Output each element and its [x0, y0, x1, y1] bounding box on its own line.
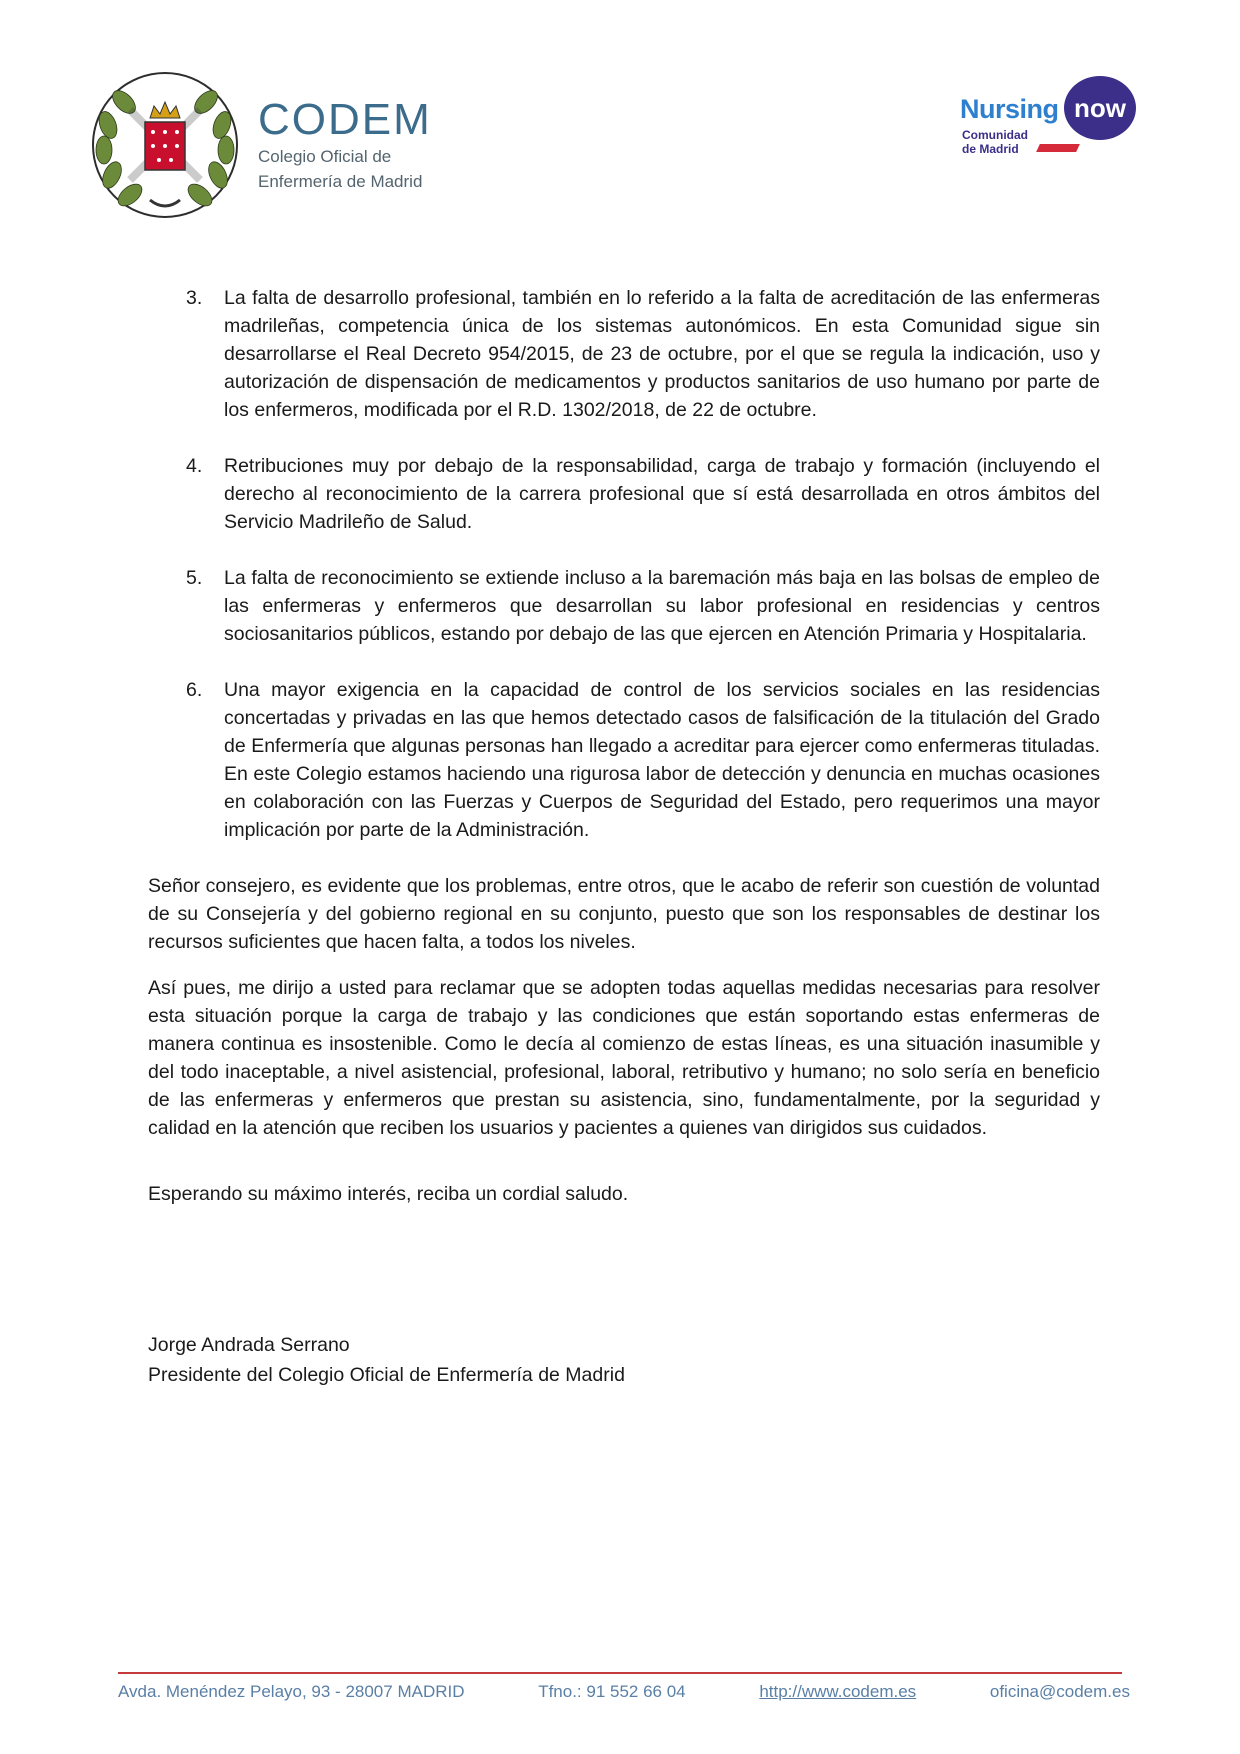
list-item	[148, 676, 1100, 844]
codem-name: CODEM	[258, 94, 432, 144]
signer-name: Jorge Andrada Serrano	[148, 1334, 350, 1356]
list-item	[148, 284, 1100, 424]
paragraph-request: Así pues, me dirijo a usted para reclamar que se adopten todas aquellas medidas necesarias para resolver esta situación porque la carga de trabajo y las condiciones que están soportando estas enfermeras de manera continua es insostenible. Como le decía al comienzo de estas líneas, es una situación inasumible y del todo inaceptable, a nivel asistencial, profesional, laboral, retributivo y humano; no solo sería en beneficio de las enfermeras y enfermeros que prestan su asistencia, sino, fundamentalmente, por la seguridad y calidad en la atención que reciben los usuarios y pacientes a quienes van dirigidos sus cuidados.	[148, 977, 1100, 1139]
nursing-now-badge: now	[1064, 76, 1136, 140]
list-item	[148, 564, 1100, 648]
letter-body	[148, 284, 1100, 1390]
madrid-flag-icon	[1036, 144, 1080, 152]
numbered-list	[148, 284, 1100, 844]
footer-address: Avda. Menéndez Pelayo, 93 - 28007 MADRID	[118, 1682, 465, 1701]
list-number: 4.	[186, 455, 203, 477]
codem-subtitle-2: Enfermería de Madrid	[258, 172, 423, 191]
nursing-subtitle-2: de Madrid	[962, 142, 1019, 157]
nursing-word: Nursing	[960, 94, 1059, 124]
nursing-now-logo	[960, 76, 1140, 166]
list-text: Retribuciones muy por debajo de la responsabilidad, carga de trabajo y formación (incluyendo el derecho al reconocimiento de la carrera profesional que sí está desarrollada en otros ámbitos del Servicio Madrileño de Salud.	[224, 455, 1100, 533]
list-number: 3.	[186, 287, 203, 309]
footer-divider	[118, 1672, 1122, 1674]
list-text: La falta de desarrollo profesional, también en lo referido a la falta de acreditación de las enfermeras madrileñas, competencia única de los sistemas autonómicos. En esta Comunidad sigue sin desarrollarse el Real Decreto 954/2015, de 23 de octubre, por el que se regula la indicación, uso y autorización de dispensación de medicamentos y productos sanitarios de uso humano por parte de los enfermeros, modificada por el R.D. 1302/2018, de 22 de octubre.	[224, 287, 1100, 421]
paragraph-consejero: Señor consejero, es evidente que los problemas, entre otros, que le acabo de referir son cuestión de voluntad de su Consejería y del gobierno regional en su conjunto, puesto que son los responsables de destinar los recursos suficientes que hacen falta, a todos los niveles.	[148, 875, 1100, 953]
codem-seal-icon	[90, 70, 240, 220]
signature-block	[148, 1330, 1100, 1390]
list-number: 5.	[186, 567, 203, 589]
nursing-subtitle-1: Comunidad	[962, 128, 1028, 142]
footer	[118, 1682, 1130, 1702]
footer-email[interactable]: oficina@codem.es	[989, 1682, 1130, 1701]
codem-logo	[90, 70, 432, 220]
list-item	[148, 452, 1100, 536]
closing-line: Esperando su máximo interés, reciba un cordial saludo.	[148, 1183, 629, 1205]
codem-subtitle-1: Colegio Oficial de	[258, 146, 392, 166]
list-text: La falta de reconocimiento se extiende incluso a la baremación más baja en las bolsas de empleo de las enfermeras y enfermeros que desarrollan su labor profesional en residencias y centros sociosanitarios públicos, estando por debajo de las que ejercen en Atención Primaria y Hospitalaria.	[224, 567, 1100, 645]
list-number: 6.	[186, 679, 203, 701]
list-text: Una mayor exigencia en la capacidad de control de los servicios sociales en las residencias concertadas y privadas en las que hemos detectado casos de falsificación de la titulación del Grado de Enfermería que algunas personas han llegado a acreditar para ejercer como enfermeras tituladas. En este Colegio estamos haciendo una rigurosa labor de detección y denuncia en muchas ocasiones en colaboración con las Fuerzas y Cuerpos de Seguridad del Estado, pero requerimos una mayor implicación por parte de la Administración.	[224, 679, 1100, 841]
footer-phone: Tfno.: 91 552 66 04	[538, 1682, 686, 1701]
footer-website-link[interactable]: http://www.codem.es	[759, 1682, 917, 1701]
signer-title: Presidente del Colegio Oficial de Enfermería de Madrid	[148, 1364, 625, 1386]
letterhead	[90, 70, 1140, 230]
nursing-subtitle	[962, 128, 1028, 157]
